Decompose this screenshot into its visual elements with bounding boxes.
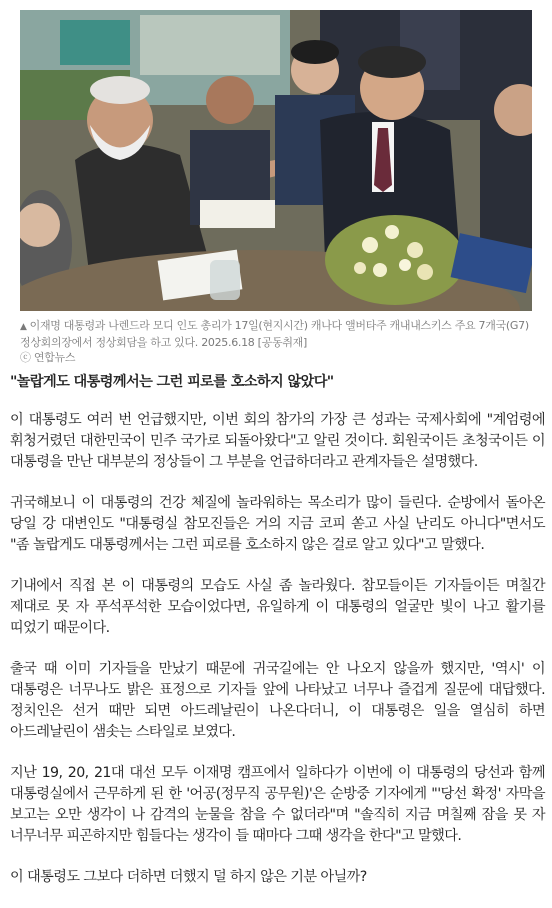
news-photo [20,10,532,311]
caption-triangle-icon: ▲ [20,322,27,332]
article-body [10,372,545,908]
article-paragraph: 기내에서 직접 본 이 대통령의 모습도 사실 좀 놀라웠다. 참모들이든 기자들이든 며칠간 제대로 못 자 푸석푸석한 모습이었다면, 유일하게 이 대통령의 얼굴만 빛이 나고 활기를 띠었기 때문이다. [10,578,545,636]
article-paragraph: 이 대통령도 그보다 더하면 더했지 덜 하지 않은 기분 아닐까? [10,869,367,885]
article-paragraph: 귀국해보니 이 대통령의 건강 체질에 놀라워하는 목소리가 많이 들린다. 순방에서 돌아온 당일 강 대변인도 "대통령실 참모진들은 거의 지금 코피 쏟고 사실 난리도 아니다"면서도 "좀 놀랍게도 대통령께서는 그런 피로를 호소하지 않은 걸로 알고 있다"고 말했다. [10,495,545,553]
photo-illustration [20,10,532,311]
article-paragraph: 이 대통령도 여러 번 언급했지만, 이번 회의 참가의 가장 큰 성과는 국제사회에 "계엄령에 휘청거렸던 대한민국이 민주 국가로 되돌아왔다"고 알린 것이다. 회원국이든 초청국이든 이 대통령을 만난 대부분의 정상들이 그 부분을 언급하더라고 관계자들은 설명했다. [10,412,545,470]
article-paragraph: 지난 19, 20, 21대 대선 모두 이재명 캠프에서 일하다가 이번에 이 대통령의 당선과 함께 대통령실에서 근무하게 된 한 '어공(정무직 공무원)'은 순방중 기자에게 "'당선 확정' 자막을 보고는 오만 생각이 나 감격의 눈물을 참을 수 없더라"며 "솔직히 지금 며칠째 잠을 못 자 너무너무 피곤하지만 힘들다는 생각이 들 때마다 그때 생각을 한다"고 말했다. [10,765,545,844]
article-subheading: "놀랍게도 대통령께서는 그런 피로를 호소하지 않았다" [10,374,334,390]
caption-source: ⓒ 연합뉴스 [20,351,76,364]
article-paragraph: 출국 때 이미 기자들을 만났기 때문에 귀국길에는 안 나오지 않을까 했지만, '역시' 이 대통령은 너무나도 밝은 표정으로 기자들 앞에 나타났고 너무나 즐겁게 질문에 대답했다. 정치인은 선거 때만 되면 아드레날린이 나온다더니, 이 대통령은 일을 열심히 하면 아드레날린이 샘솟는 스타일로 보였다. [10,661,545,740]
caption-text: 이재명 대통령과 나렌드라 모디 인도 총리가 17일(현지시간) 캐나다 앨버타주 캐내내스키스 주요 7개국(G7) 정상회의장에서 정상회담을 하고 있다. 2025.6.18 [공동취재] [20,319,529,349]
photo-caption [20,318,535,365]
